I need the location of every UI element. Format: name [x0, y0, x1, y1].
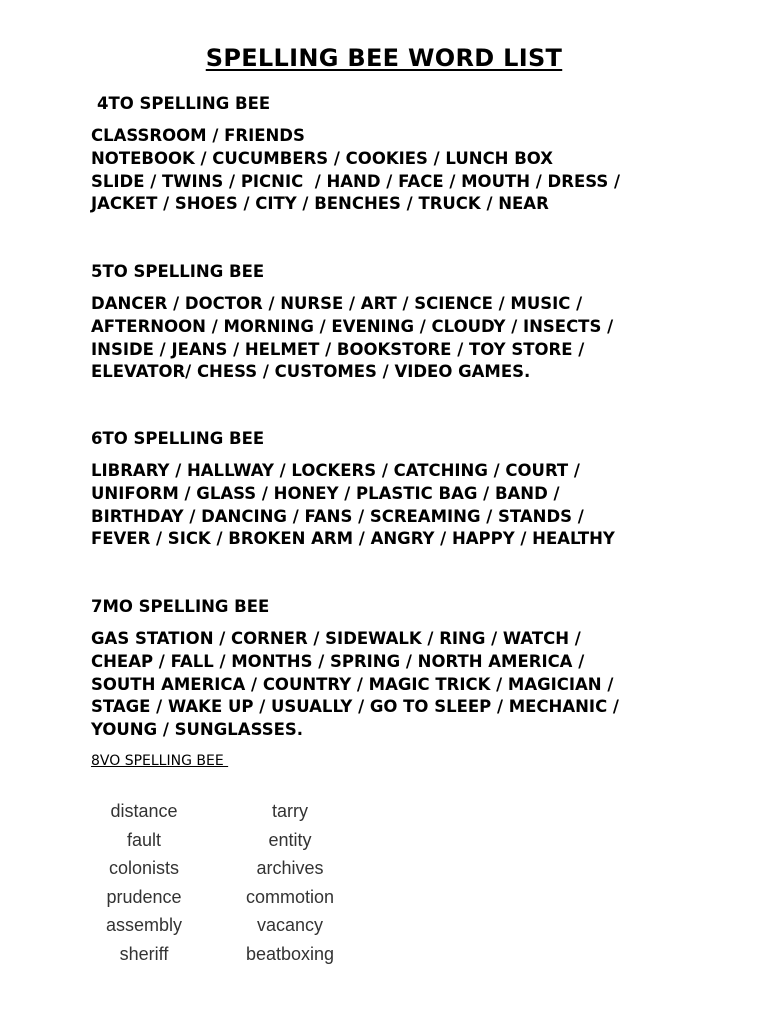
- page-title: SPELLING BEE WORD LIST: [205, 44, 563, 72]
- word-line: INSIDE / JEANS / HELMET / BOOKSTORE / TOY STORE /: [91, 339, 585, 359]
- word-line: CLASSROOM / FRIENDS: [91, 126, 305, 145]
- word-item: prudence: [106, 886, 182, 907]
- word-item: fault: [126, 829, 162, 850]
- word-line: FEVER / SICK / BROKEN ARM / ANGRY / HAPPY / HEALTHY: [91, 529, 615, 549]
- word-item: beatboxing: [245, 943, 335, 964]
- word-line: CHEAP / FALL / MONTHS / SPRING / NORTH AMERICA /: [91, 651, 585, 671]
- word-line: YOUNG / SUNGLASSES.: [91, 720, 304, 740]
- word-column-left: [94, 797, 194, 969]
- section-heading-7mo: 7MO SPELLING BEE: [91, 597, 270, 616]
- word-line: JACKET / SHOES / CITY / BENCHES / TRUCK / NEAR: [91, 194, 549, 214]
- section-heading-5to: 5TO SPELLING BEE: [91, 262, 265, 281]
- word-list-4to: [91, 125, 620, 216]
- word-list-5to: [91, 293, 613, 384]
- word-line: UNIFORM / GLASS / HONEY / PLASTIC BAG / BAND /: [91, 483, 560, 503]
- word-line: AFTERNOON / MORNING / EVENING / CLOUDY / INSECTS /: [91, 316, 614, 336]
- section-heading-8vo: 8VO SPELLING BEE: [91, 753, 229, 769]
- word-line: STAGE / WAKE UP / USUALLY / GO TO SLEEP / MECHANIC /: [91, 697, 619, 717]
- word-list-6to: [91, 460, 615, 551]
- word-item: sheriff: [119, 943, 169, 964]
- word-item: tarry: [272, 801, 308, 821]
- word-item: colonists: [108, 858, 180, 879]
- word-column-right: [240, 797, 340, 969]
- word-item: assembly: [105, 915, 183, 936]
- word-item: entity: [268, 829, 312, 850]
- word-line: NOTEBOOK / CUCUMBERS / COOKIES / LUNCH BOX: [91, 148, 553, 168]
- section-heading-4to: 4TO SPELLING BEE: [97, 94, 271, 113]
- word-line: LIBRARY / HALLWAY / LOCKERS / CATCHING / COURT /: [91, 461, 580, 480]
- word-list-7mo: [91, 628, 619, 742]
- word-line: SOUTH AMERICA / COUNTRY / MAGIC TRICK / MAGICIAN /: [91, 674, 614, 694]
- word-item: vacancy: [256, 915, 324, 936]
- word-line: GAS STATION / CORNER / SIDEWALK / RING / WATCH /: [91, 629, 581, 648]
- word-item: archives: [256, 858, 324, 879]
- word-line: SLIDE / TWINS / PICNIC / HAND / FACE / MOUTH / DRESS /: [91, 171, 621, 191]
- word-item: commotion: [245, 886, 335, 907]
- word-line: BIRTHDAY / DANCING / FANS / SCREAMING / STANDS /: [91, 506, 584, 526]
- word-item: distance: [110, 801, 178, 821]
- word-line: DANCER / DOCTOR / NURSE / ART / SCIENCE / MUSIC /: [91, 294, 583, 313]
- section-heading-6to: 6TO SPELLING BEE: [91, 429, 265, 448]
- word-line: ELEVATOR/ CHESS / CUSTOMES / VIDEO GAMES.: [91, 362, 531, 382]
